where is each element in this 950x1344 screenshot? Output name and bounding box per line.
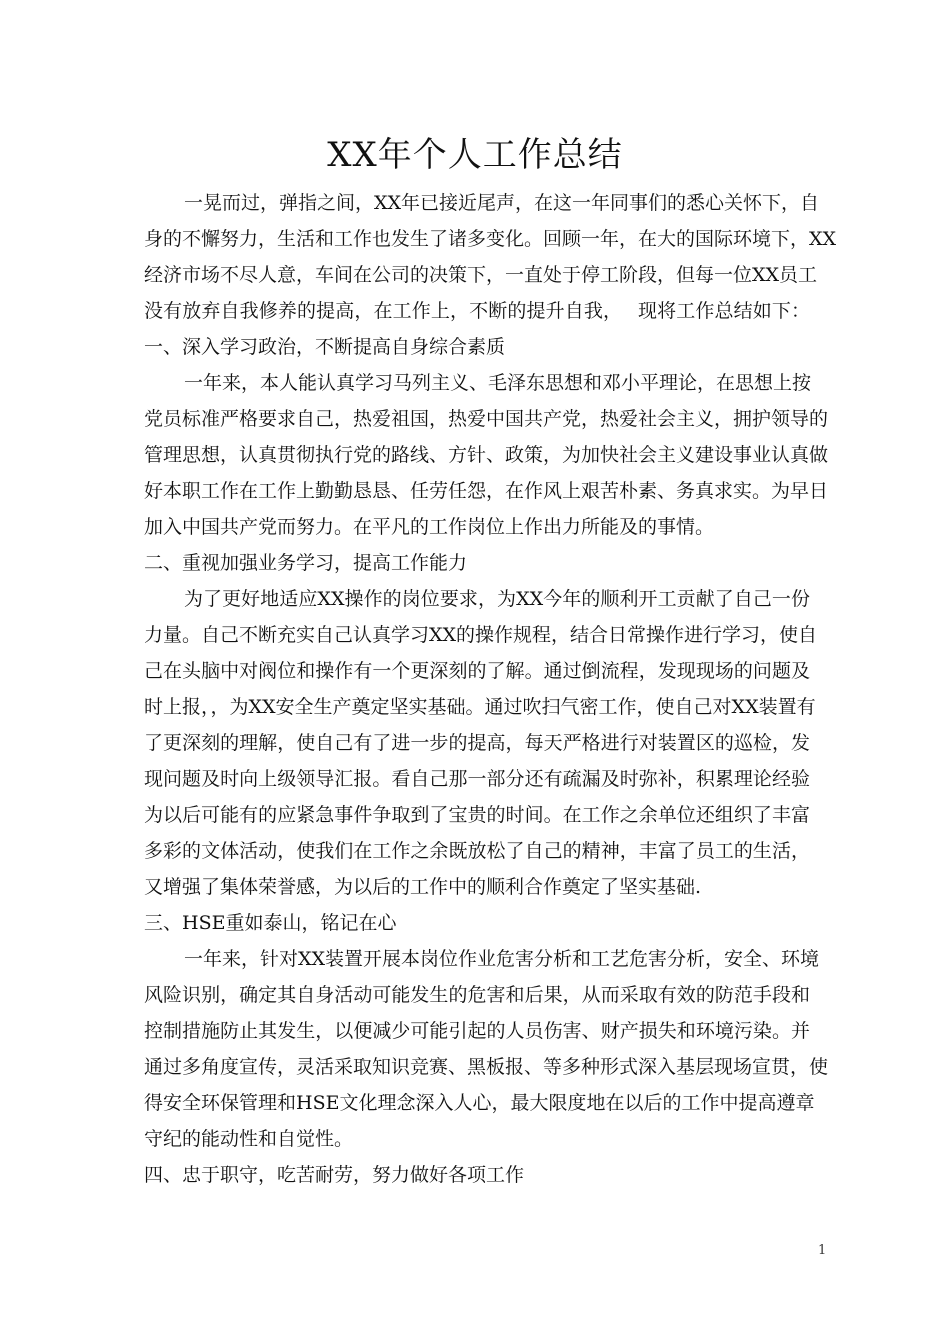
paragraph-line: 了更深刻的理解，使自己有了进一步的提高，每天严格进行对装置区的巡检，发 [144,732,810,754]
page-number: 1 [818,1243,827,1258]
paragraph-line: 多彩的文体活动，使我们在工作之余既放松了自己的精神，丰富了员工的生活， [144,840,810,862]
paragraph-line: 经济市场不尽人意，车间在公司的决策下，一直处于停工阶段，但每一位XX员工 [144,264,818,286]
document-title: XX年个人工作总结 [327,135,623,175]
document-body [144,185,837,1193]
section-heading: 一、深入学习政治，不断提高自身综合素质 [144,336,506,358]
paragraph-line: 守纪的能动性和自觉性。 [144,1128,354,1150]
section-heading: 三、HSE重如泰山，铭记在心 [144,912,397,934]
paragraph-line: 身的不懈努力，生活和工作也发生了诸多变化。回顾一年，在大的国际环境下，XX [144,228,837,250]
paragraph-line: 己在头脑中对阀位和操作有一个更深刻的了解。通过倒流程，发现现场的问题及 [144,660,810,682]
paragraph-line: 管理思想，认真贯彻执行党的路线、方针、政策，为加快社会主义建设事业认真做 [144,444,829,466]
section-heading: 二、重视加强业务学习，提高工作能力 [144,552,468,574]
paragraph-line: 得安全环保管理和HSE文化理念深入人心，最大限度地在以后的工作中提高遵章 [144,1092,815,1114]
paragraph-line: 控制措施防止其发生，以便减少可能引起的人员伤害、财产损失和环境污染。并 [144,1020,810,1042]
paragraph-line: 力量。自己不断充实自己认真学习XX的操作规程，结合日常操作进行学习，使自 [144,624,818,646]
paragraph-line: 没有放弃自我修养的提高，在工作上，不断的提升自我， 现将工作总结如下： [144,300,810,322]
paragraph-line: 通过多角度宣传，灵活采取知识竞赛、黑板报、等多种形式深入基层现场宣贯，使 [144,1056,829,1078]
paragraph-line: 一年来，本人能认真学习马列主义、毛泽东思想和邓小平理论，在思想上按 [184,372,812,394]
paragraph-line: 为了更好地适应XX操作的岗位要求，为XX今年的顺利开工贡献了自己一份 [184,588,810,610]
paragraph-line: 风险识别，确定其自身活动可能发生的危害和后果，从而采取有效的防范手段和 [144,984,810,1006]
paragraph-line: 一年来，针对XX装置开展本岗位作业危害分析和工艺危害分析，安全、环境 [184,948,820,970]
paragraph-line: 现问题及时向上级领导汇报。看自己那一部分还有疏漏及时弥补，积累理论经验 [144,768,810,790]
paragraph-line: 一晃而过，弹指之间，XX年已接近尾声，在这一年同事们的悉心关怀下，自 [184,192,820,214]
paragraph-line: 好本职工作在工作上勤勤恳恳、任劳任怨，在作风上艰苦朴素、务真求实。为早日 [144,480,829,502]
paragraph-line: 时上报，，为XX安全生产奠定坚实基础。通过吹扫气密工作，使自己对XX装置有 [144,696,816,718]
paragraph-line: 又增强了集体荣誉感，为以后的工作中的顺利合作奠定了坚实基础. [144,876,702,898]
paragraph-line: 为以后可能有的应紧急事件争取到了宝贵的时间。在工作之余单位还组织了丰富 [144,804,810,826]
paragraph-line: 加入中国共产党而努力。在平凡的工作岗位上作出力所能及的事情。 [144,516,715,538]
section-heading: 四、忠于职守，吃苦耐劳，努力做好各项工作 [144,1164,525,1186]
paragraph-line: 党员标准严格要求自己，热爱祖国，热爱中国共产党，热爱社会主义，拥护领导的 [144,408,829,430]
